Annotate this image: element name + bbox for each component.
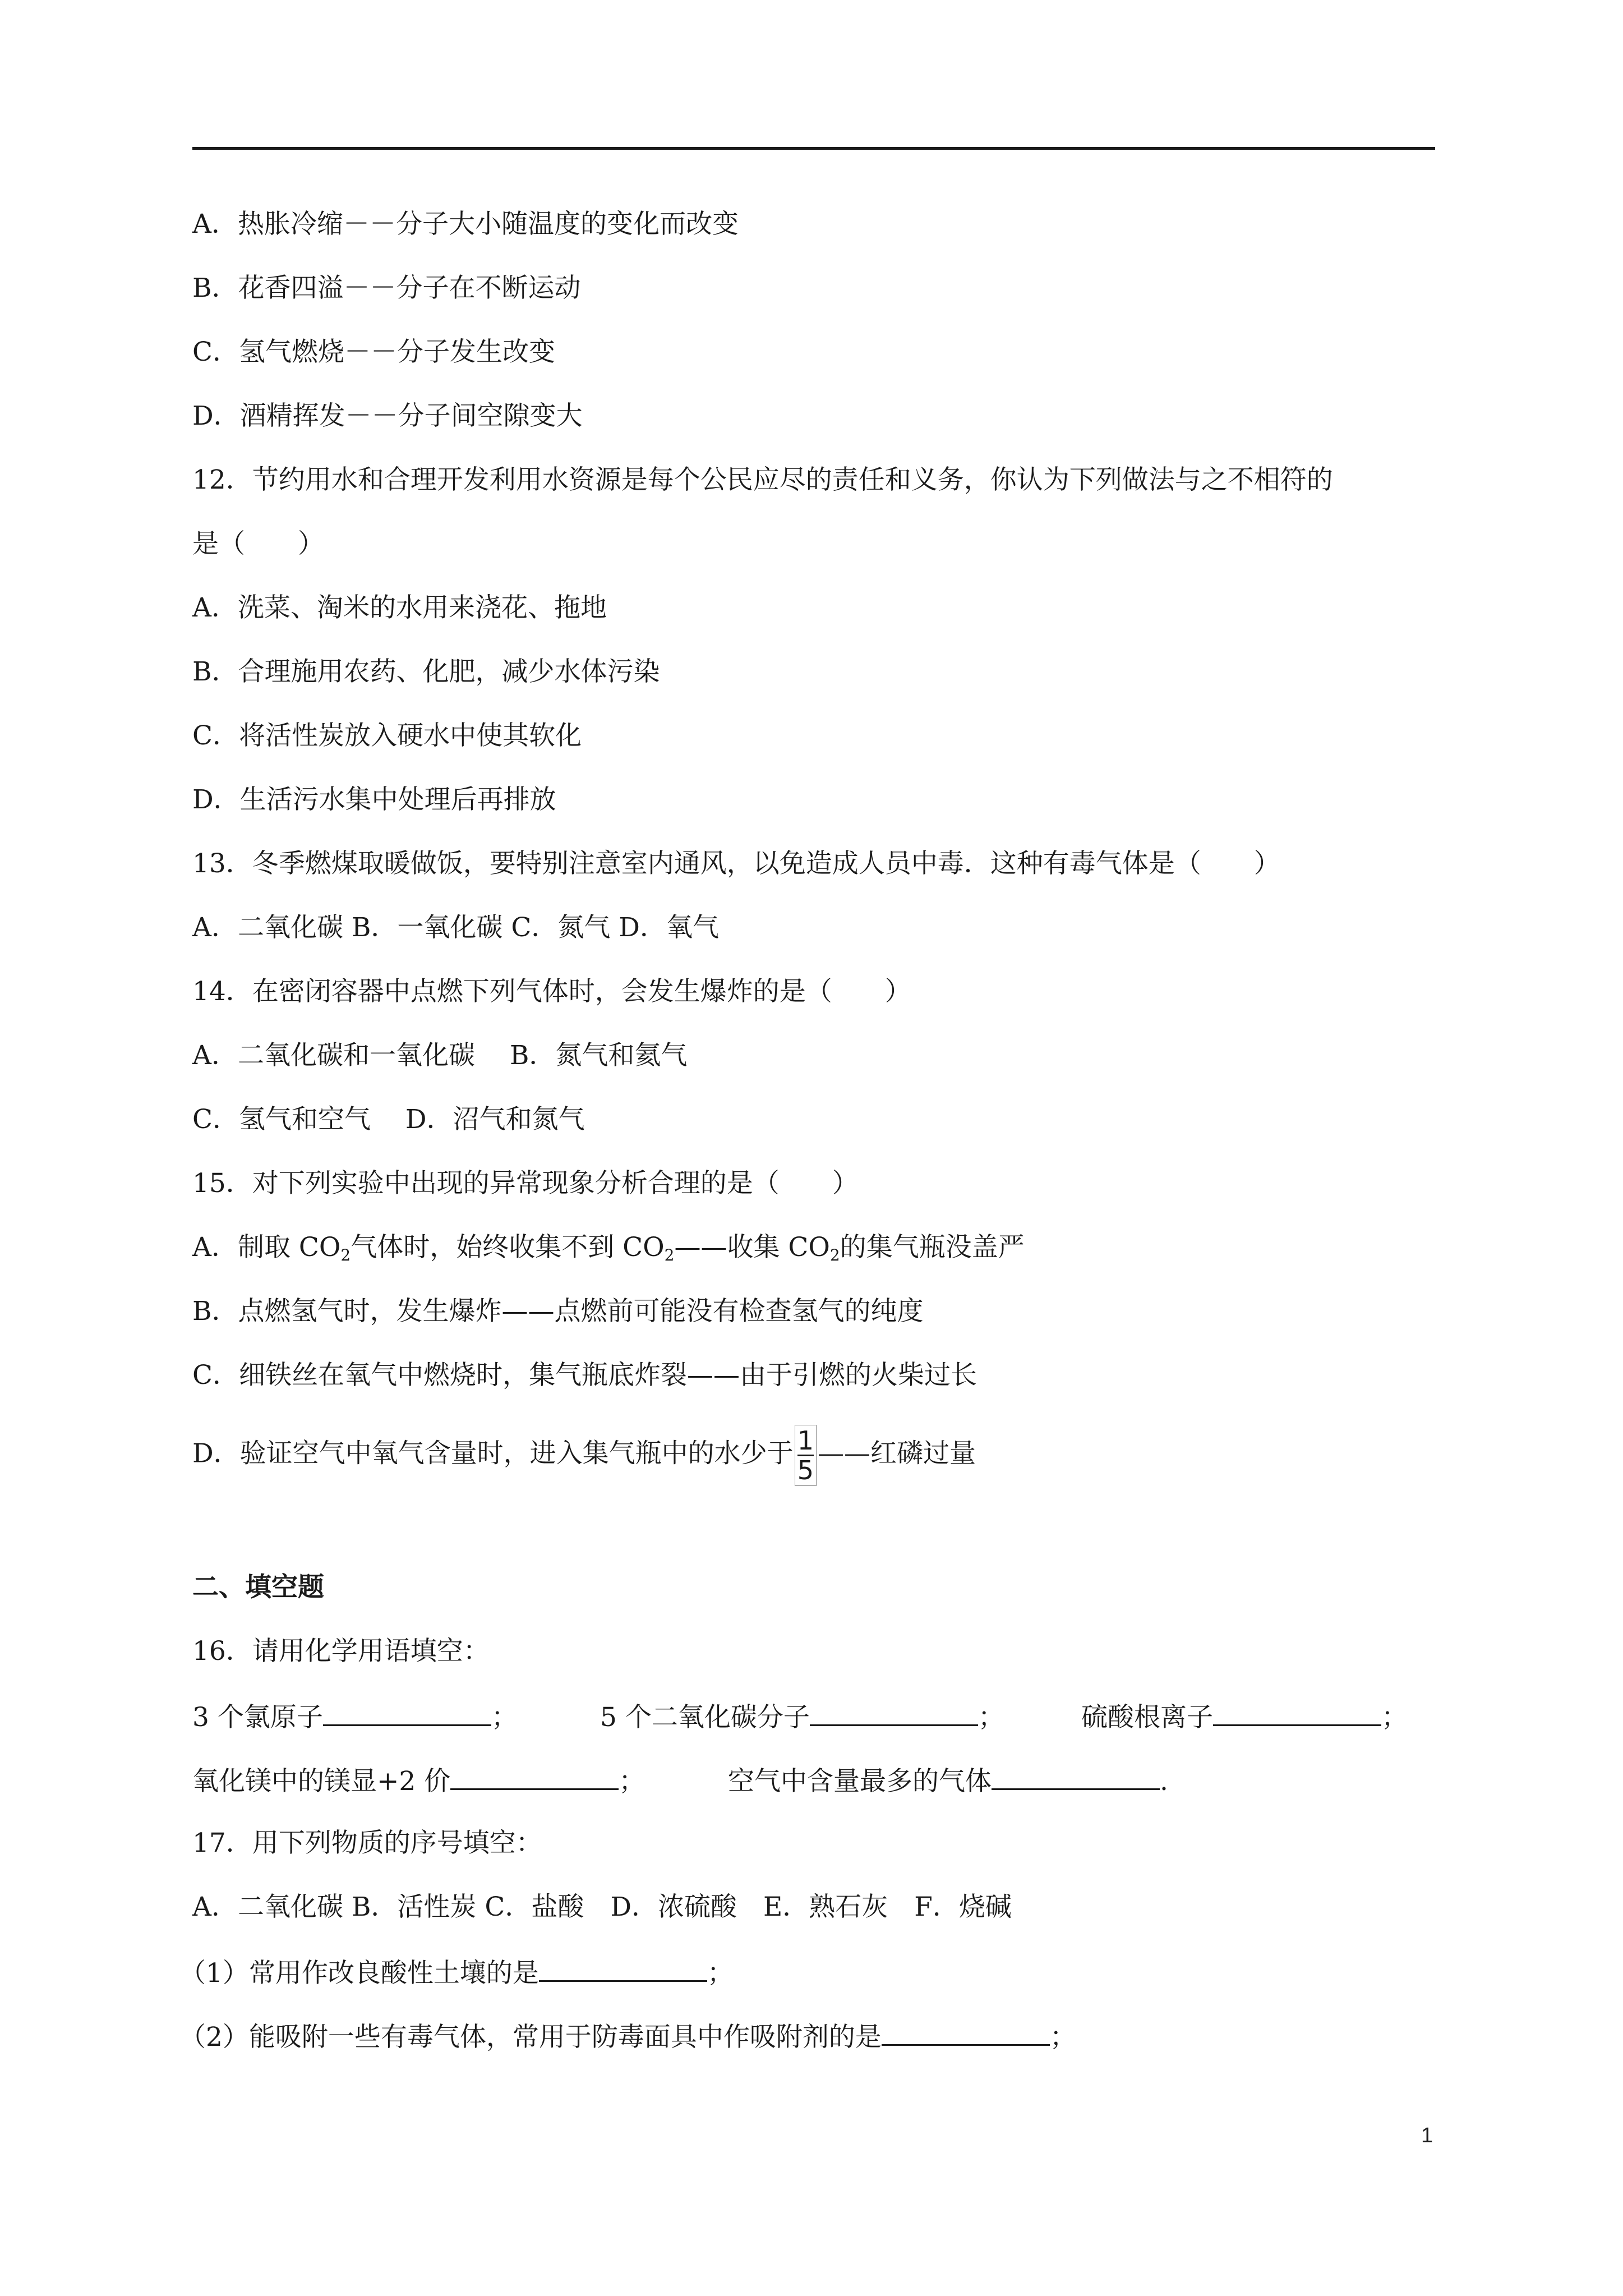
- answer-blank[interactable]: [882, 2018, 1050, 2046]
- q11-option-d: D．酒精挥发－－分子间空隙变大: [192, 401, 583, 431]
- q15-d-text-1: D．验证空气中氧气含量时，进入集气瓶中的水少于: [192, 1438, 794, 1469]
- q16-item5-label: 空气中含量最多的气体: [728, 1766, 992, 1797]
- answer-blank[interactable]: [992, 1763, 1160, 1790]
- q12-stem-line1: 12．节约用水和合理开发利用水资源是每个公民应尽的责任和义务，你认为下列做法与之不相符的: [192, 464, 1333, 495]
- q13-stem: 13．冬季燃煤取暖做饭，要特别注意室内通风，以免造成人员中毒．这种有毒气体是（ ）: [192, 848, 1280, 879]
- q17-sub1: [179, 1954, 734, 1990]
- q15-option-c: C．细铁丝在氧气中燃烧时，集气瓶底炸裂——由于引燃的火柴过长: [192, 1360, 977, 1391]
- q16-item1-label: 3 个氯原子: [192, 1702, 323, 1733]
- q14-stem: 14．在密闭容器中点燃下列气体时，会发生爆炸的是（ ）: [192, 976, 911, 1007]
- q16-item-chlorine-atoms: [192, 1699, 518, 1734]
- separator: ；: [1049, 2022, 1076, 2053]
- separator: ；: [978, 1702, 1004, 1733]
- q11-option-b: B．花香四溢－－分子在不断运动: [192, 273, 581, 303]
- q14-options-cd: C．氢气和空气 D．沼气和氮气: [192, 1104, 585, 1135]
- q15-a-text-4: 的集气瓶没盖严: [840, 1232, 1025, 1263]
- separator: ；: [1381, 1702, 1408, 1733]
- q12-option-d: D．生活污水集中处理后再排放: [192, 784, 556, 815]
- header-rule: [192, 147, 1435, 150]
- answer-blank[interactable]: [1213, 1699, 1381, 1726]
- q17-sub1-label: （1）常用作改良酸性土壤的是: [179, 1958, 539, 1989]
- q15-stem: 15．对下列实验中出现的异常现象分析合理的是（ ）: [192, 1168, 859, 1199]
- q15-a-text-2: 气体时，始终收集不到 CO: [351, 1232, 665, 1263]
- q16-item-co2-molecules: [600, 1699, 1004, 1734]
- q13-options: A．二氧化碳 B．一氧化碳 C．氮气 D．氧气: [192, 912, 719, 943]
- answer-blank[interactable]: [539, 1954, 707, 1982]
- q16-item4-label: 氧化镁中的镁显+2 价: [192, 1766, 451, 1797]
- co2-subscript: 2: [829, 1246, 840, 1264]
- separator: ；: [619, 1766, 645, 1797]
- q11-option-c: C．氢气燃烧－－分子发生改变: [192, 337, 555, 367]
- q15-option-d: [192, 1425, 976, 1486]
- page-number: 1: [1421, 2124, 1433, 2147]
- q15-option-b: B．点燃氢气时，发生爆炸——点燃前可能没有检查氢气的纯度: [192, 1296, 924, 1327]
- q16-item-sulfate-ion: [1081, 1699, 1408, 1734]
- q12-option-b: B．合理施用农药、化肥，减少水体污染: [192, 656, 660, 687]
- q17-options: A．二氧化碳 B．活性炭 C．盐酸 D．浓硫酸 E．熟石灰 F．烧碱: [192, 1892, 1012, 1922]
- fraction-denominator: 5: [797, 1455, 814, 1485]
- q16-stem: 16．请用化学用语填空：: [192, 1636, 490, 1667]
- q17-sub2: [179, 2018, 1076, 2054]
- separator: ；: [707, 1958, 734, 1989]
- q15-a-text-1: A．制取 CO: [192, 1232, 341, 1263]
- answer-blank[interactable]: [810, 1699, 978, 1726]
- q15-d-text-2: ——红磷过量: [817, 1438, 976, 1469]
- answer-blank[interactable]: [450, 1763, 619, 1790]
- q12-stem-line2: 是（ ）: [192, 528, 324, 559]
- q17-sub2-label: （2）能吸附一些有毒气体，常用于防毒面具中作吸附剂的是: [179, 2022, 882, 2053]
- separator: ；: [491, 1702, 518, 1733]
- q16-item-mg-valence: [192, 1763, 645, 1798]
- fraction-numerator: 1: [797, 1425, 814, 1456]
- co2-subscript: 2: [340, 1246, 351, 1264]
- q12-option-a: A．洗菜、淘米的水用来浇花、拖地: [192, 592, 607, 623]
- q17-stem: 17．用下列物质的序号填空：: [192, 1828, 542, 1858]
- q12-option-c: C．将活性炭放入硬水中使其软化: [192, 720, 582, 751]
- q14-options-ab: A．二氧化碳和一氧化碳 B．氮气和氦气: [192, 1040, 688, 1071]
- answer-blank[interactable]: [323, 1699, 491, 1726]
- fraction-one-fifth: [795, 1425, 817, 1486]
- q16-item-most-abundant-gas: [728, 1763, 1168, 1798]
- q15-a-text-3: ——收集 CO: [674, 1232, 830, 1263]
- section-heading: 二、填空题: [192, 1572, 324, 1603]
- q16-item3-label: 硫酸根离子: [1081, 1702, 1213, 1733]
- co2-subscript: 2: [664, 1246, 675, 1264]
- q11-option-a: A．热胀冷缩－－分子大小随温度的变化而改变: [192, 209, 739, 240]
- end-period: .: [1160, 1766, 1168, 1797]
- q16-item2-label: 5 个二氧化碳分子: [600, 1702, 810, 1733]
- q15-option-a: [192, 1231, 1025, 1272]
